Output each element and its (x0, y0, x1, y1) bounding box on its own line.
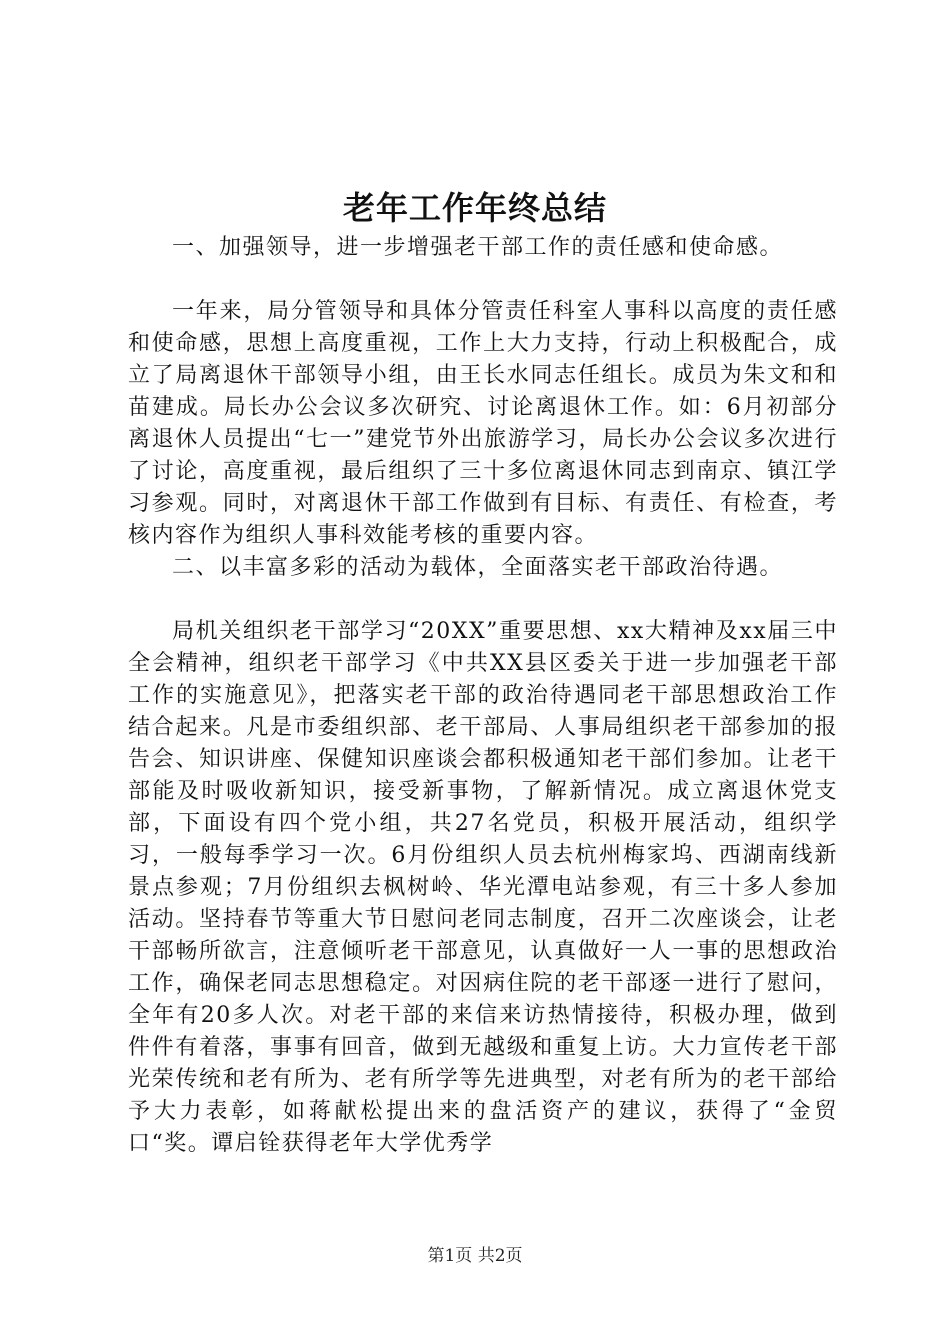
paragraph-2: 局机关组织老干部学习“20XX”重要思想、xx大精神及xx届三中全会精神，组织老干部学习《中共XX县区委关于进一步加强老干部工作的实施意见》，把落实老干部的政治待遇同老干部思想政治工作结合起来。凡是市委组织部、老干部局、人事局组织老干部参加的报告会、知识讲座、保健知识座谈会都积极通知老干部们参加。让老干部能及时吸收新知识，接受新事物，了解新情况。成立离退休党支部，下面设有四个党小组，共27名党员，积极开展活动，组织学习，一般每季学习一次。6月份组织人员去杭州梅家坞、西湖南线新景点参观；7月份组织去枫树岭、华光潭电站参观，有三十多人参加活动。坚持春节等重大节日慰问老同志制度，召开二次座谈会，让老干部畅所欲言，注意倾听老干部意见，认真做好一人一事的思想政治工作，确保老同志思想稳定。对因病住院的老干部逐一进行了慰问，全年有20多人次。对老干部的来信来访热情接待，积极办理，做到件件有着落，事事有回音，做到无越级和重复上访。大力宣传老干部光荣传统和老有所为、老有所学等先进典型，对老有所为的老干部给予大力表彰，如蒋献松提出来的盘活资产的建议，获得了“金贸口“奖。谭启铨获得老年大学优秀学 (128, 619, 838, 1156)
document-title: 老年工作年终总结 (342, 189, 607, 227)
page-footer: 第1页 共2页 (427, 1246, 523, 1266)
paragraph-1: 一年来，局分管领导和具体分管责任科室人事科以高度的责任感和使命感，思想上高度重视，工作上大力支持，行动上积极配合，成立了局离退休干部领导小组，由王长水同志任组长。成员为朱文和和苗建成。局长办公会议多次研究、讨论离退休工作。如：6月初部分离退休人员提出“七一”建党节外出旅游学习，局长办公会议多次进行了讨论，高度重视，最后组织了三十多位离退休同志到南京、镇江学习参观。同时，对离退休干部工作做到有目标、有责任、有检查，考核内容作为组织人事科效能考核的重要内容。 (128, 299, 838, 548)
section-heading-2: 二、以丰富多彩的活动为载体，全面落实老干部政治待遇。 (172, 555, 784, 580)
document-body (128, 232, 838, 1160)
section-heading-1: 一、加强领导，进一步增强老干部工作的责任感和使命感。 (172, 235, 784, 260)
